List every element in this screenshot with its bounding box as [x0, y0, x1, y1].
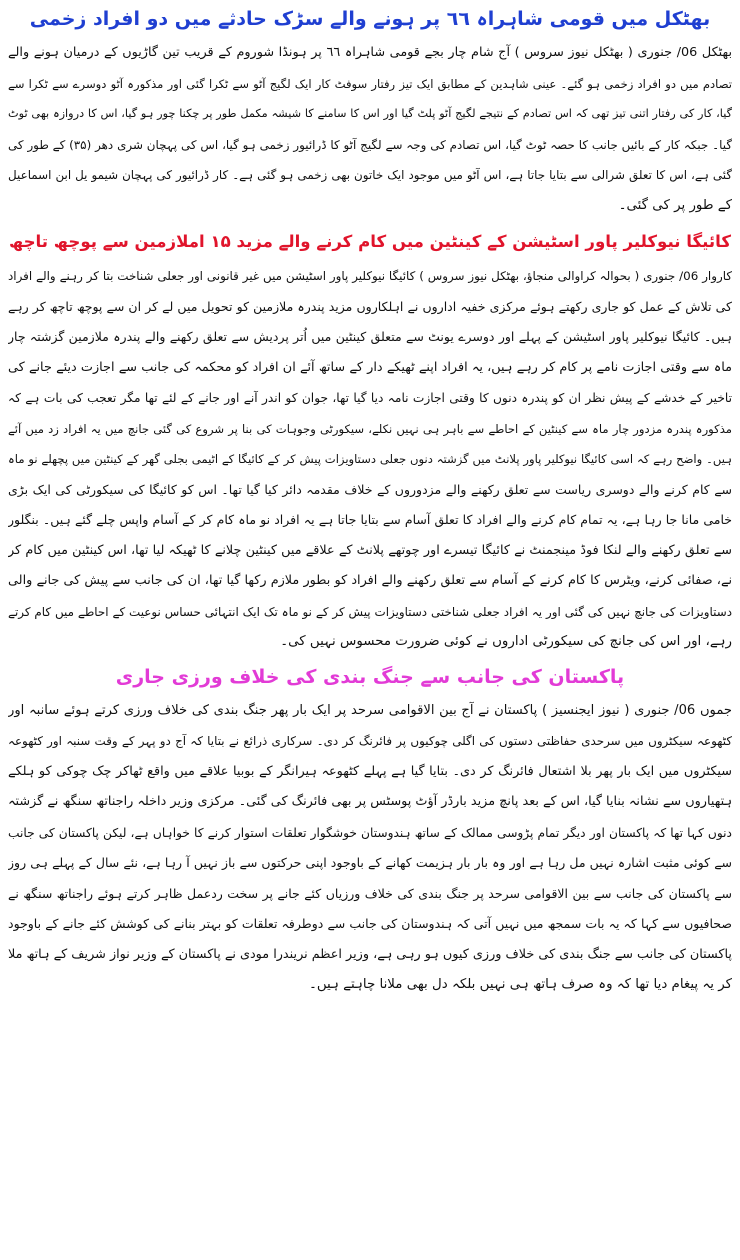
article-kaiga-canteen [8, 261, 732, 658]
article-line: کٹھوعہ سیکٹروں میں سرحدی حفاظتی دستوں کی اگلی چوکیوں پر فائرنگ کر دی۔ سرکاری ذرائع نے بتایا کہ آج دو پہر کے وقت سنبہ اور کٹھوعہ [8, 734, 732, 748]
article-line: خامی مانا جا رہا ہے، یہ تمام کام کرنے والے افراد کا تعلق آسام سے بتایا جاتا ہے یہ افراد نو ماہ کام کر کے آسام واپس چلے گئے ہیں۔ بنگلور [8, 512, 732, 527]
headline-ceasefire-violation: پاکستان کی جانب سے جنگ بندی کی خلاف ورزی جاری [115, 665, 625, 688]
article-line: ہیں۔ واضح رہے کہ اسی کائیگا نیوکلیر پاور پلانٹ میں گزشتہ دنوں جعلی دستاویزات پیش کر کے کائیگا کے اٹیمی بجلی گھر کے کینٹین میں پچھلے نو ماہ [8, 452, 732, 466]
article-line: جموں 06/ جنوری ( نیوز ایجنسیز ) پاکستان نے آج بین الاقوامی سرحد پر ایک بار پھر جنگ بندی کی خلاف ورزی کرتے ہوئے سانبہ اور [8, 702, 732, 718]
article-line: تاخیر کے خدشے کے پیش نظر ان کو پندرہ دنوں کا وقتی اجازت نامہ دیا گیا تھا، جوان کو اندر آنے اور جانے کے لئے تھا مگر تعجب کی بات ہے کہ [8, 391, 732, 405]
article-line: رہے، اور اس کی جانچ کی سیکورٹی اداروں نے کوئی ضرورت محسوس نہیں کی۔ [280, 634, 732, 649]
article-line: صحافیوں سے کہا کہ یہ بات سمجھ میں نہیں آتی کہ ہندوستان کی جانب سے دوطرفہ تعلقات کو بہتر بنانے کی کوشش کئے جانے کے باوجود [8, 916, 732, 931]
article-line: مذکورہ پندرہ مزدور چار ماہ سے کینٹین کے احاطے سے باہر ہی نہیں نکلے، سیکورٹی وجوہات کی بنا پر شروع کی گئی جانچ میں یہ افراد زد میں آئے [8, 421, 732, 436]
article-line: کر یہ پیغام دیا تھا کہ وہ صرف ہاتھ ہی نہیں بلکہ دل بھی ملانا چاہتے ہیں۔ [308, 977, 732, 992]
headline-kaiga-canteen: کائیگا نیوکلیر پاور اسٹیشن کے کینٹین میں کام کرنے والے مزید ١۵ املازمین سے پوچھ تاچھ [8, 232, 732, 251]
article-line: گیا۔ جبکہ کار کے بائیں جانب کا حصہ ٹوٹ گیا، اس تصادم کی وجہ سے لگیج آٹو کا ڈرائیور زخمی ہو گیا، اس کی پہچان شری دھر (٣۵) کے طور کی [8, 137, 732, 152]
article-line: سے تعلق رکھنے والے لنکا فوڈ مینجمنٹ نے کائیگا تیسرے اور چوتھے پلانٹ کے علاقے میں کینٹین چلانے کا ٹھیکہ لیا تھا، اس کینٹین میں کام کر [8, 542, 732, 558]
headline-bhatkal-accident: بھٹکل میں قومی شاہراہ ٦٦ پر ہونے والے سڑک حادثے میں دو افراد زخمی [29, 8, 711, 30]
article-line: دنوں کہا تھا کہ پاکستان اور دیگر تمام پڑوسی ممالک کے ساتھ ہندوستان خوشگوار تعلقات استوار کرنے کا خواہاں ہے، لیکن پاکستان کی جانب [8, 825, 732, 840]
article-line: دستاویزات کی جانچ نہیں کی گئی اور یہ افراد جعلی شناختی دستاویزات پیش کر کے نو ماہ تک ایک انتہائی حساس نوعیت کے احاطے میں کام کرتے [8, 604, 732, 619]
article-line: تصادم میں دو افراد زخمی ہو گئے۔ عینی شاہدین کے مطابق ایک تیز رفتار سوفٹ کار ایک لگیج آٹو سے ٹکرا گئی اور مذکورہ آٹو دوسرے سے ٹکرا سے [8, 76, 732, 91]
article-line: سے پاکستان کی جانب سے بین الاقوامی سرحد پر جنگ بندی کی خلاف ورزیاں کئے جانے پر سخت ردعمل ظاہر کرتے ہوئے راجناتھ سنگھ نے [8, 885, 732, 901]
article-line: سیکٹروں میں ایک بار پھر بلا اشتعال فائرنگ کر دی۔ بتایا گیا ہے پہلے کٹھوعہ ہیرانگر کے بوبیا علاقے میں واقع ٹھاکر چک چوکی کو ہلکے [8, 763, 732, 779]
article-line: کاروار 06/ جنوری ( بحوالہ کراوالی منجاؤ، بھٹکل نیوز سروس ) کائیگا نیوکلیر پاور اسٹیشن میں غیر قانونی اور جعلی شناخت بتا کر رہنے والے افراد [8, 269, 732, 283]
article-line: بھٹکل 06/ جنوری ( بھٹکل نیوز سروس ) آج شام چار بجے قومی شاہراہ ٦٦ پر ہونڈا شوروم کے قریب تین گاڑیوں کے درمیان ہونے والے [8, 45, 732, 60]
article-line: سے کام کرنے والے دوسری ریاست سے تعلق رکھنے والے مزدوروں کے خلاف مقدمہ دائر کیا گیا تھا۔ اس کو کائیگا کی سیکورٹی کی ایک بڑی [8, 481, 732, 497]
article-line: گئی ہے، اس کا تعلق شرالی سے بتایا جاتا ہے، اس آٹو میں موجود ایک خاتون بھی زخمی ہو گئی ہے۔ کار ڈرائیور کی پہچان شیمو یل ابن اسماعیل [8, 168, 732, 182]
article-line: گیا، کار کی رفتار اتنی تیز تھی کہ اس تصادم کے نتیجے لگیج آٹو پلٹ گیا اور اس کا سامنے کا شیشہ مکمل طور پر چکنا چور ہو گیا، اس کا دروازہ بھی ٹوٹ [8, 107, 732, 120]
article-line: ماہ سے وقتی اجازت نامے پر کام کر رہے ہیں، یہ افراد اپنے ٹھیکے دار کے ساتھ آئے ان افراد کو محکمہ کی جانب سے اجازت دیئے جانے کی [8, 359, 732, 375]
article-line: کے طور پر کی گئی۔ [618, 197, 732, 213]
article-ceasefire-violation [8, 696, 732, 1001]
article-bhatkal-accident [8, 38, 732, 221]
article-line: کی تلاش کے عمل کو جاری رکھتے ہوئے مرکزی خفیہ اداروں نے اہلکاروں مزید پندرہ ملازمین کو تحویل میں لے کر ان سے پوچھ تاچھ کر رہے [8, 298, 732, 314]
article-line: پاکستان کی جانب سے جنگ بندی کی خلاف ورزی کیوں ہو رہی ہے، وزیر اعظم نریندرا مودی نے پاکستان کے وزیر نواز شریف کے ہاتھ ملا [8, 946, 732, 962]
article-line: سے کوئی مثبت اشارہ نہیں مل رہا ہے اور وہ بار بار ہزیمت کھانے کے باوجود اپنی حرکتوں سے باز نہیں آ رہا ہے، نئے سال کے پہلے ہی روز [8, 855, 732, 870]
article-line: ہیں۔ کائیگا نیوکلیر پاور اسٹیشن کے پہلے اور دوسرے یونٹ سے متعلق کینٹین میں اُتر پردیش سے تعلق رکھنے والے پندرہ ملازمین گزشتہ چار [8, 329, 732, 344]
article-line: نے، صفائی کرنے، ویٹرس کا کام کرنے کے آسام سے تعلق رکھنے والے افراد کو بطور ملازم رکھا گیا تھا، ان کی جانب سے پیش کی جانے والی [8, 573, 732, 588]
article-line: ہتھیاروں سے نشانہ بنایا گیا، اس کے بعد پانچ مزید بارڈر آؤٹ پوسٹس پر بھی فائرنگ کی گئی۔ مرکزی وزیر داخلہ راجناتھ سنگھ نے گزشتہ [8, 794, 732, 809]
